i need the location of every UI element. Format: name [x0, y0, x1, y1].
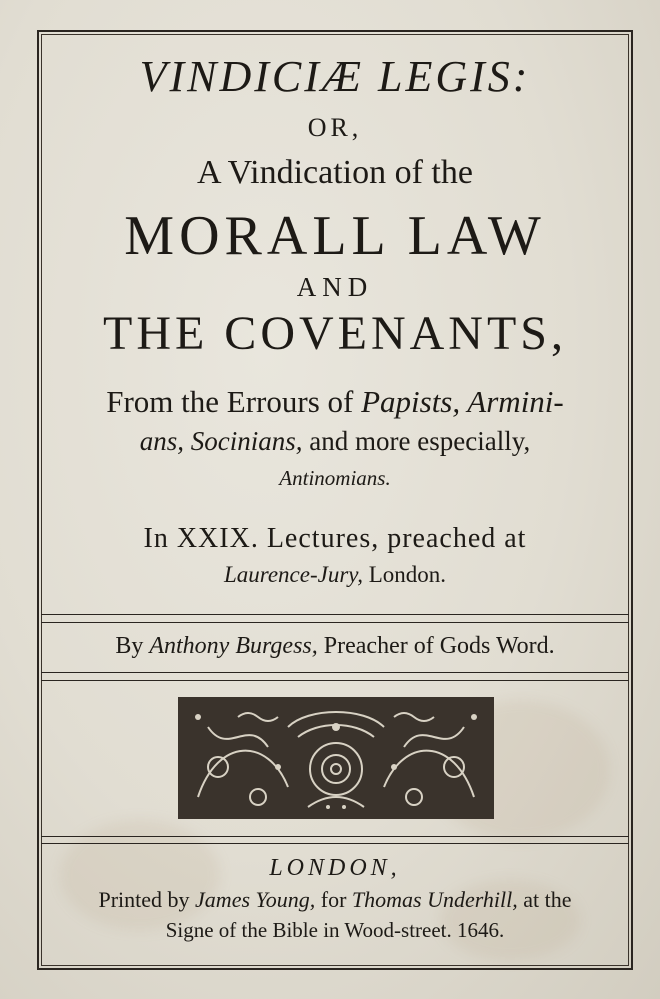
- rule-above-author: [41, 614, 629, 615]
- imprint-line-2: Signe of the Bible in Wood-street. 1646.: [165, 918, 505, 942]
- rule-above-imprint: [41, 836, 629, 837]
- printed-by-text: Printed by: [98, 887, 196, 912]
- laurence-jury-text: Laurence-Jury,: [223, 562, 363, 587]
- rule-below-author-2: [41, 680, 629, 681]
- imprint-line-1: [41, 889, 629, 911]
- for-text: for: [315, 887, 352, 912]
- rule-below-author: [41, 672, 629, 673]
- author-role: Preacher of Gods Word.: [317, 633, 555, 659]
- lectures-line: In XXIX. Lectures, preached at: [143, 523, 527, 554]
- printer-name: James Young,: [195, 887, 316, 912]
- location-line: [41, 563, 629, 586]
- woodcut-ornament-icon: [178, 697, 494, 819]
- london-text: London.: [362, 562, 447, 587]
- errours-line-2: [41, 428, 629, 455]
- subtitle-morall-law: MORALL LAW: [124, 205, 546, 267]
- imprint-city: LONDON,: [269, 855, 401, 881]
- subtitle-covenants: THE COVENANTS,: [103, 307, 567, 360]
- rule-above-author-2: [41, 622, 629, 623]
- book-title: VINDICIÆ LEGIS:: [139, 52, 531, 101]
- author-line: [41, 634, 629, 658]
- errours-line-3: Antinomians.: [279, 466, 391, 490]
- papists-text: Papists, Armini-: [361, 384, 564, 419]
- errours-text: From the Errours of: [106, 384, 362, 419]
- rule-above-imprint-2: [41, 843, 629, 844]
- publisher-name: Thomas Underhill,: [351, 887, 518, 912]
- subtitle-vindication: A Vindication of the: [197, 154, 473, 191]
- especially-text: and more especially,: [302, 426, 531, 456]
- socinians-text: ans, Socinians,: [139, 426, 303, 456]
- at-the-text: at the: [517, 887, 572, 912]
- errours-line-1: [41, 386, 629, 417]
- author-name: Anthony Burgess,: [149, 633, 318, 659]
- subtitle-and: AND: [296, 272, 374, 302]
- title-or: OR,: [307, 113, 363, 142]
- by-text: By: [115, 633, 150, 659]
